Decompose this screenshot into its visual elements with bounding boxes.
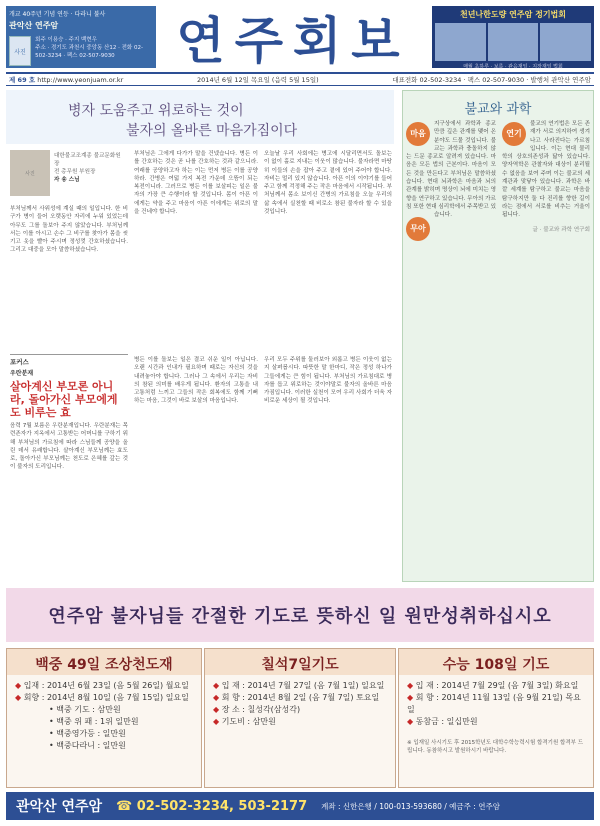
header-left-org: 관악산 연주암 [9, 21, 59, 30]
header-right-caption: 매월 초하루 · 보름 · 관음재일 · 지장재일 법회 [463, 64, 563, 70]
author-name: 자 송 스님 [54, 177, 80, 183]
publisher-info: 대표전화 02-502-3234 · 팩스 02-507-9030 · 발행처 관악산 연주암 [392, 76, 591, 84]
article-paragraph-6: 우리 모두 주위를 둘러보아 외롭고 병든 이웃이 없는지 살펴봅시다. 따뜻한 말 한마디, 작은 정성 하나가 그들에게는 큰 힘이 됩니다. 부처님의 가르침대로 병자를 돕고 위로하는 것이야말로 불자의 올바른 마음가짐입니다. 이러한 실천이 모여 우리 사회가 더욱 자비로운 세상이 될 것입니다. [264, 357, 392, 405]
prayer-banner-text: 연주암 불자님들 간절한 기도로 뜻하신 일 원만성취하십시오 [48, 606, 552, 627]
article-paragraph-1: 부처님께서 사위성에 계실 때의 일입니다. 한 비구가 병이 들어 오랫동안 자리에 누워 있었는데 아무도 그를 돌보아 주지 않았습니다. 부처님께서는 이를 아시고 손수 그 비구를 찾아가 몸을 씻기고 옷을 빨아 주시며 정성껏 간호하셨습니다. 그리고 대중을 모아 말씀하셨습니다. [10, 206, 128, 254]
header-left-panel [6, 6, 156, 68]
event-line: • 백중다라니 : 일만원 [49, 741, 126, 750]
article-headline-banner [6, 90, 394, 144]
masthead-title: 연주회보 [176, 11, 410, 70]
author-caption [54, 152, 126, 184]
author-photo: 사진 [10, 150, 50, 196]
event-card-chilseok [204, 648, 396, 788]
focus-header: 포커스 [10, 354, 128, 365]
event-line: • 백중 기도 : 삼만원 [49, 705, 121, 714]
event-line: ◆ 회향 : 2014년 8월 10일 (음 7월 15일) 일요일 [15, 693, 189, 702]
event-line: ◆ 입 재 : 2014년 7월 27일 (음 7월 1일) 일요일 [213, 681, 385, 690]
event-line: ◆ 기도비 : 삼만원 [213, 717, 276, 726]
circle-badge-origin: 연기 [502, 122, 526, 146]
headline-line-2: 불자의 올바른 마음가짐이다 [126, 123, 298, 139]
header-left-sub: 회주 이용승 · 주지 백현우 [35, 37, 97, 43]
masthead [158, 4, 428, 70]
footer-phone: ☎ 02-502-3234, 503-2177 [116, 798, 308, 814]
event-line: ◆ 동참금 : 일십만원 [407, 717, 478, 726]
science-credit: 글 · 불교와 과학 연구회 [532, 226, 590, 233]
caption-line-2: 전 총무원 부원장 [54, 169, 96, 175]
issue-number: 제 69 호 [9, 76, 36, 84]
event-title: 수능 108일 기도 [399, 649, 593, 675]
circle-badge-mind: 마음 [406, 122, 430, 146]
header-right-title: 천년나한도량 연주암 정기법회 [459, 10, 567, 19]
headline-line-1: 병자 도움주고 위로하는 것이 [68, 103, 244, 119]
event-line: ◆ 회 향 : 2014년 8월 2일 (음 7월 7일) 토요일 [213, 693, 380, 702]
article-paragraph-5: 병든 이를 돌보는 일은 결코 쉬운 일이 아닙니다. 오랜 시간과 인내가 필요하며 때로는 자신의 것을 내려놓아야 합니다. 그러나 그 속에서 우리는 자비의 참된 의미를 배우게 됩니다. 환자의 고통을 내 고통처럼 느끼고 그들의 작은 회복에도 함께 기뻐하는 마음, 그것이 바로 보살의 마음입니다. [134, 357, 258, 405]
focus-subhead: 우란분재 [10, 370, 34, 377]
issue-date: 2014년 6월 12일 목요일 (음력 5월 15일) [197, 76, 319, 84]
header-right-panel [432, 6, 594, 68]
event-title: 백중 49일 조상천도재 [7, 649, 201, 675]
header-left-title: 개교 40주년 기념 연등 · 다라니 불사 [9, 11, 106, 18]
caption-line-1: 대한불교조계종 불교문화원장 [54, 153, 121, 167]
info-bar [6, 72, 594, 86]
event-card-suneung [398, 648, 594, 788]
focus-paragraph: 음력 7월 보름은 우란분재입니다. 우란분재는 목련존자가 지옥에서 고통받는 어머니를 구하기 위해 부처님의 가르침에 따라 스님들께 공양을 올린 데서 유래합니다. 살아계신 부모님께는 효도로, 돌아가신 부모님께는 천도로 은혜를 갚는 것이 불자의 도리입니다. [10, 423, 128, 471]
footer-temple-name: 관악산 연주암 [16, 799, 103, 815]
event-line: • 백중 위 패 : 1위 일만원 [49, 717, 139, 726]
event-line: ◆ 장 소 : 칠성각(삼성각) [213, 705, 301, 714]
event-line: ◆ 회 향 : 2014년 11월 13일 (음 9월 21일) 목요일 [407, 693, 581, 714]
event-line: ◆ 입재 : 2014년 6월 23일 (음 5월 26일) 월요일 [15, 681, 189, 690]
event-line: ◆ 입 재 : 2014년 7월 29일 (음 7월 3일) 화요일 [407, 681, 579, 690]
prayer-banner [6, 588, 594, 642]
website-link[interactable]: http://www.yeonjuam.or.kr [37, 76, 124, 84]
header-left-photo: 사진 [9, 36, 31, 66]
event-card-baekjung [6, 648, 202, 788]
science-text-left: 지구상에서 과학과 종교만큼 깊은 관계를 맺어 온 분야도 드물 것입니다. 불교는 과학과 충돌하지 않는 드문 종교로 알려져 있습니다. 마음은 모든 법의 근본이다. 마음이 모든 것을 만든다고 부처님은 말씀하셨습니다. 현대 뇌과학은 마음과 뇌의 관계를 밝히며 명상이 뇌에 미치는 영향을 연구하고 있습니다. 무아의 가르침 또한 현대 심리학에서 주목받고 있습니다. [406, 121, 496, 219]
footer-account: 계좌 : 신한은행 / 100-013-593680 / 예금주 : 연주암 [321, 801, 500, 811]
science-column-right [502, 120, 590, 580]
article-paragraph-2: 부처님은 그에게 다가가 말을 건넸습니다. 병든 이를 간호하는 것은 곧 나를 간호하는 것과 같으니라. 여래를 공양하고자 하는 이는 먼저 병든 이를 공양하라. 간병은 여덟 가지 복전 가운데 으뜸이 되는 복전이니라. 그러므로 병든 이를 보살피는 일은 불자의 가장 큰 수행이라 할 것입니다. 몸이 아픈 이에게는 약을 주고 마음이 아픈 이에게는 위로의 말을 건네야 합니다. [134, 151, 258, 216]
header-right-images [435, 23, 591, 61]
circle-badge-noself: 무아 [406, 217, 430, 241]
science-title: 불교와 과학 [464, 102, 532, 117]
focus-title: 살아계신 부모론 아니라, 돌아가신 부모에게도 비루는 효 [10, 380, 118, 419]
event-title: 칠석7일기도 [205, 649, 395, 675]
header-left-text: 주소 · 경기도 과천시 중앙동 산12 · 전화 02-502-3234 · 팩스 02-507-9030 [35, 45, 143, 59]
event-line: • 백중영가등 : 일만원 [49, 729, 126, 738]
science-column-left [406, 120, 496, 580]
article-paragraph-3: 오늘날 우리 사회에는 병고에 시달리면서도 돌보는 이 없이 홀로 지내는 이웃이 많습니다. 불자라면 마땅히 이들의 손을 잡아 주고 곁에 있어 주어야 합니다. 자비는 멀리 있지 않습니다. 아픈 이의 이야기를 들어 주고 함께 걱정해 주는 작은 마음에서 시작됩니다. 부처님께서 몸소 보이신 간병의 가르침을 오늘 우리의 삶 속에서 실천할 때 비로소 참된 불자라 할 수 있을 것입니다. [264, 151, 392, 216]
footer-bar [6, 792, 594, 820]
science-text-right: 불교의 연기법은 모든 존재가 서로 의지하여 생겨나고 사라진다는 가르침입니다. 이는 현대 물리학의 상호의존성과 닮아 있습니다. 양자역학은 관찰자와 대상이 분리될 수 없음을 보여 주며 이는 불교의 세계관과 맞닿아 있습니다. 과학은 바깥 세계를 탐구하고 불교는 마음을 탐구하지만 둘 다 진리를 향한 길이라는 점에서 서로를 비추는 거울이 됩니다. [502, 121, 590, 219]
event-note: ※ 입재일 사시기도 후 2015학년도 대학수학능력시험 합격기원 합격부 드립니다. 동참하시고 발원하시기 바랍니다. [407, 740, 584, 754]
